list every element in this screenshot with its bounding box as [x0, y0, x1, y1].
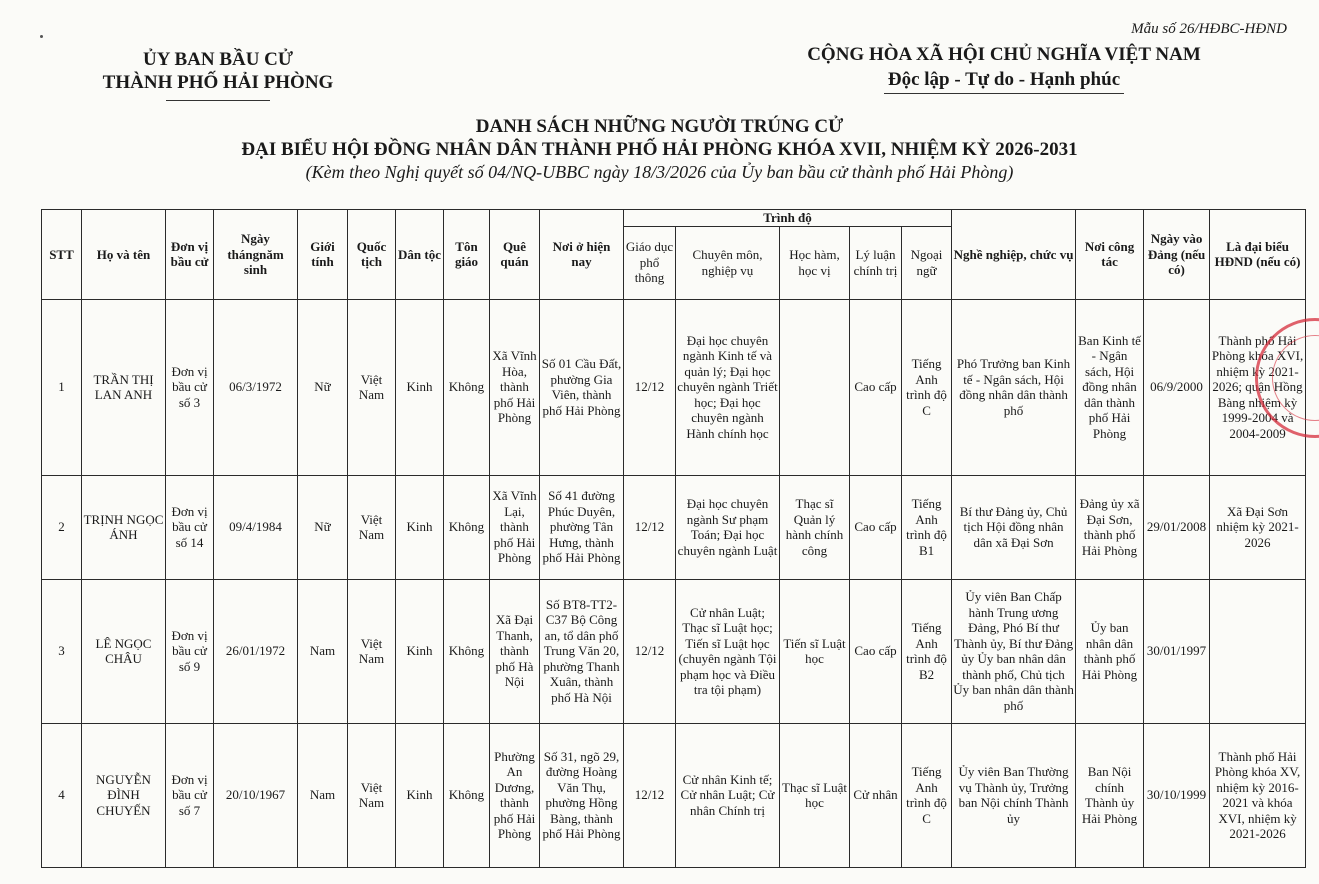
- cell-workplace: Đảng ủy xã Đại Sơn, thành phố Hải Phòng: [1076, 475, 1144, 579]
- cell-religion: Không: [444, 723, 490, 867]
- cell-political-theory: Cao cấp: [850, 475, 902, 579]
- cell-general-education: 12/12: [624, 723, 676, 867]
- cell-workplace: Ban Kinh tế - Ngân sách, Hội đồng nhân dân thành phố Hải Phòng: [1076, 299, 1144, 475]
- header-nationality: Quốc tịch: [348, 210, 396, 300]
- cell-stt: 4: [42, 723, 82, 867]
- header-occupation: Nghề nghiệp, chức vụ: [952, 210, 1076, 300]
- cell-party-join-date: 29/01/2008: [1144, 475, 1210, 579]
- cell-stt: 3: [42, 579, 82, 723]
- table-row: [42, 579, 1306, 723]
- cell-residence: Số 41 đường Phúc Duyên, phường Tân Hưng, thành phố Hải Phòng: [540, 475, 624, 579]
- cell-residence: Số 31, ngõ 29, đường Hoàng Văn Thụ, phường Hồng Bàng, thành phố Hải Phòng: [540, 723, 624, 867]
- authority-line-1: ỦY BAN BẦU CỬ: [142, 49, 294, 70]
- cell-stt: 2: [42, 475, 82, 579]
- cell-political-theory: Cao cấp: [850, 579, 902, 723]
- national-title: CỘNG HÒA XÃ HỘI CHỦ NGHĨA VIỆT NAM: [807, 44, 1201, 65]
- cell-residence: Số BT8-TT2-C37 Bộ Công an, tổ dân phố Trung Văn 20, phường Thanh Xuân, thành phố Hà Nội: [540, 579, 624, 723]
- cell-hometown: Xã Đại Thanh, thành phố Hà Nội: [490, 579, 540, 723]
- cell-specialty: Đại học chuyên ngành Kinh tế và quản lý; Đại học chuyên ngành Triết học; Đại học chuyên ngành Hành chính học: [676, 299, 780, 475]
- cell-unit: Đơn vị bầu cử số 7: [166, 723, 214, 867]
- cell-prior-delegate: [1210, 579, 1306, 723]
- cell-foreign-language: Tiếng Anh trình độ C: [902, 299, 952, 475]
- cell-name: NGUYỄN ĐÌNH CHUYẾN: [82, 723, 166, 867]
- cell-ethnicity: Kinh: [396, 723, 444, 867]
- cell-hometown: Xã Vĩnh Lại, thành phố Hải Phòng: [490, 475, 540, 579]
- national-motto: Độc lập - Tự do - Hạnh phúc: [884, 67, 1124, 94]
- header-political-theory: Lý luận chính trị: [850, 226, 902, 299]
- title-line-1: DANH SÁCH NHỮNG NGƯỜI TRÚNG CỬ: [475, 116, 844, 137]
- cell-occupation: Ủy viên Ban Thường vụ Thành ủy, Trưởng ban Nội chính Thành ủy: [952, 723, 1076, 867]
- header-degree: Học hàm, học vị: [780, 226, 850, 299]
- cell-specialty: Đại học chuyên ngành Sư phạm Toán; Đại học chuyên ngành Luật: [676, 475, 780, 579]
- header-stt: STT: [42, 210, 82, 300]
- cell-unit: Đơn vị bầu cử số 3: [166, 299, 214, 475]
- header-specialty: Chuyên môn, nghiệp vụ: [676, 226, 780, 299]
- header-name: Họ và tên: [82, 210, 166, 300]
- cell-hometown: Xã Vĩnh Hòa, thành phố Hải Phòng: [490, 299, 540, 475]
- header-education-group: Trình độ: [624, 210, 952, 227]
- cell-general-education: 12/12: [624, 299, 676, 475]
- cell-prior-delegate: Xã Đại Sơn nhiệm kỳ 2021-2026: [1210, 475, 1306, 579]
- cell-dob: 26/01/1972: [214, 579, 298, 723]
- cell-gender: Nữ: [298, 475, 348, 579]
- cell-unit: Đơn vị bầu cử số 9: [166, 579, 214, 723]
- cell-occupation: Bí thư Đảng ủy, Chủ tịch Hội đồng nhân dân xã Đại Sơn: [952, 475, 1076, 579]
- cell-foreign-language: Tiếng Anh trình độ C: [902, 723, 952, 867]
- cell-degree: Tiến sĩ Luật học: [780, 579, 850, 723]
- header-hometown: Quê quán: [490, 210, 540, 300]
- cell-general-education: 12/12: [624, 475, 676, 579]
- cell-specialty: Cử nhân Luật; Thạc sĩ Luật học; Tiến sĩ Luật học (chuyên ngành Tội phạm học và Điều tra tội phạm): [676, 579, 780, 723]
- form-number: Mẫu số 26/HĐBC-HĐND: [1131, 21, 1287, 37]
- cell-name: TRẦN THỊ LAN ANH: [82, 299, 166, 475]
- cell-stt: 1: [42, 299, 82, 475]
- title-line-2: ĐẠI BIỂU HỘI ĐỒNG NHÂN DÂN THÀNH PHỐ HẢI PHÒNG KHÓA XVII, NHIỆM KỲ 2026-2031: [241, 139, 1078, 160]
- header-party-join-date: Ngày vào Đảng (nếu có): [1144, 210, 1210, 300]
- cell-degree: Thạc sĩ Quản lý hành chính công: [780, 475, 850, 579]
- cell-workplace: Ban Nội chính Thành ủy Hải Phòng: [1076, 723, 1144, 867]
- header-residence: Nơi ở hiện nay: [540, 210, 624, 300]
- cell-nationality: Việt Nam: [348, 579, 396, 723]
- cell-religion: Không: [444, 299, 490, 475]
- cell-nationality: Việt Nam: [348, 723, 396, 867]
- cell-occupation: Ủy viên Ban Chấp hành Trung ương Đảng, Phó Bí thư Thành ủy, Bí thư Đảng ủy Ủy ban nhân dân thành phố, Chủ tịch Ủy ban nhân dân thành phố: [952, 579, 1076, 723]
- cell-religion: Không: [444, 579, 490, 723]
- cell-dob: 20/10/1967: [214, 723, 298, 867]
- cell-gender: Nữ: [298, 299, 348, 475]
- cell-party-join-date: 06/9/2000: [1144, 299, 1210, 475]
- cell-unit: Đơn vị bầu cử số 14: [166, 475, 214, 579]
- cell-specialty: Cử nhân Kinh tế; Cử nhân Luật; Cử nhân Chính trị: [676, 723, 780, 867]
- cell-dob: 06/3/1972: [214, 299, 298, 475]
- cell-degree: Thạc sĩ Luật học: [780, 723, 850, 867]
- cell-foreign-language: Tiếng Anh trình độ B1: [902, 475, 952, 579]
- cell-gender: Nam: [298, 579, 348, 723]
- cell-ethnicity: Kinh: [396, 579, 444, 723]
- elected-delegates-table: [41, 209, 1306, 868]
- cell-residence: Số 01 Cầu Đất, phường Gia Viên, thành phố Hải Phòng: [540, 299, 624, 475]
- cell-degree: [780, 299, 850, 475]
- cell-name: TRỊNH NGỌC ÁNH: [82, 475, 166, 579]
- cell-hometown: Phường An Dương, thành phố Hải Phòng: [490, 723, 540, 867]
- cell-ethnicity: Kinh: [396, 475, 444, 579]
- header-foreign-language: Ngoại ngữ: [902, 226, 952, 299]
- header-general-education: Giáo dục phổ thông: [624, 226, 676, 299]
- table-row: [42, 475, 1306, 579]
- cell-occupation: Phó Trưởng ban Kinh tế - Ngân sách, Hội đồng nhân dân thành phố: [952, 299, 1076, 475]
- cell-name: LÊ NGỌC CHÂU: [82, 579, 166, 723]
- national-header: [780, 42, 1228, 94]
- cell-nationality: Việt Nam: [348, 475, 396, 579]
- cell-workplace: Ủy ban nhân dân thành phố Hải Phòng: [1076, 579, 1144, 723]
- cell-party-join-date: 30/10/1999: [1144, 723, 1210, 867]
- title-subtitle: (Kèm theo Nghị quyết số 04/NQ-UBBC ngày 18/3/2026 của Ủy ban bầu cử thành phố Hải Phòng): [305, 162, 1014, 182]
- cell-nationality: Việt Nam: [348, 299, 396, 475]
- header-dob: Ngày thángnăm sinh: [214, 210, 298, 300]
- cell-religion: Không: [444, 475, 490, 579]
- cell-party-join-date: 30/01/1997: [1144, 579, 1210, 723]
- table-row: [42, 299, 1306, 475]
- authority-line-2: THÀNH PHỐ HẢI PHÒNG: [102, 72, 334, 93]
- cell-political-theory: Cao cấp: [850, 299, 902, 475]
- issuing-authority: [70, 48, 366, 101]
- cell-political-theory: Cử nhân: [850, 723, 902, 867]
- table-row: [42, 723, 1306, 867]
- header-workplace: Nơi công tác: [1076, 210, 1144, 300]
- document-title: [0, 115, 1319, 183]
- authority-underline: [166, 100, 270, 101]
- cell-dob: 09/4/1984: [214, 475, 298, 579]
- cell-ethnicity: Kinh: [396, 299, 444, 475]
- scan-speck: [40, 35, 43, 38]
- cell-general-education: 12/12: [624, 579, 676, 723]
- cell-prior-delegate: Thành phố Hải Phòng khóa XV, nhiệm kỳ 2016-2021 và khóa XVI, nhiệm kỳ 2021-2026: [1210, 723, 1306, 867]
- cell-prior-delegate: Thành phố Hải Phòng khóa XVI, nhiệm kỳ 2021-2026; quận Hồng Bàng nhiệm kỳ 1999-2004 và 2004-2009: [1210, 299, 1306, 475]
- header-unit: Đơn vị bầu cử: [166, 210, 214, 300]
- header-gender: Giới tính: [298, 210, 348, 300]
- header-prior-delegate: Là đại biểu HĐND (nếu có): [1210, 210, 1306, 300]
- header-ethnicity: Dân tộc: [396, 210, 444, 300]
- header-religion: Tôn giáo: [444, 210, 490, 300]
- cell-gender: Nam: [298, 723, 348, 867]
- cell-foreign-language: Tiếng Anh trình độ B2: [902, 579, 952, 723]
